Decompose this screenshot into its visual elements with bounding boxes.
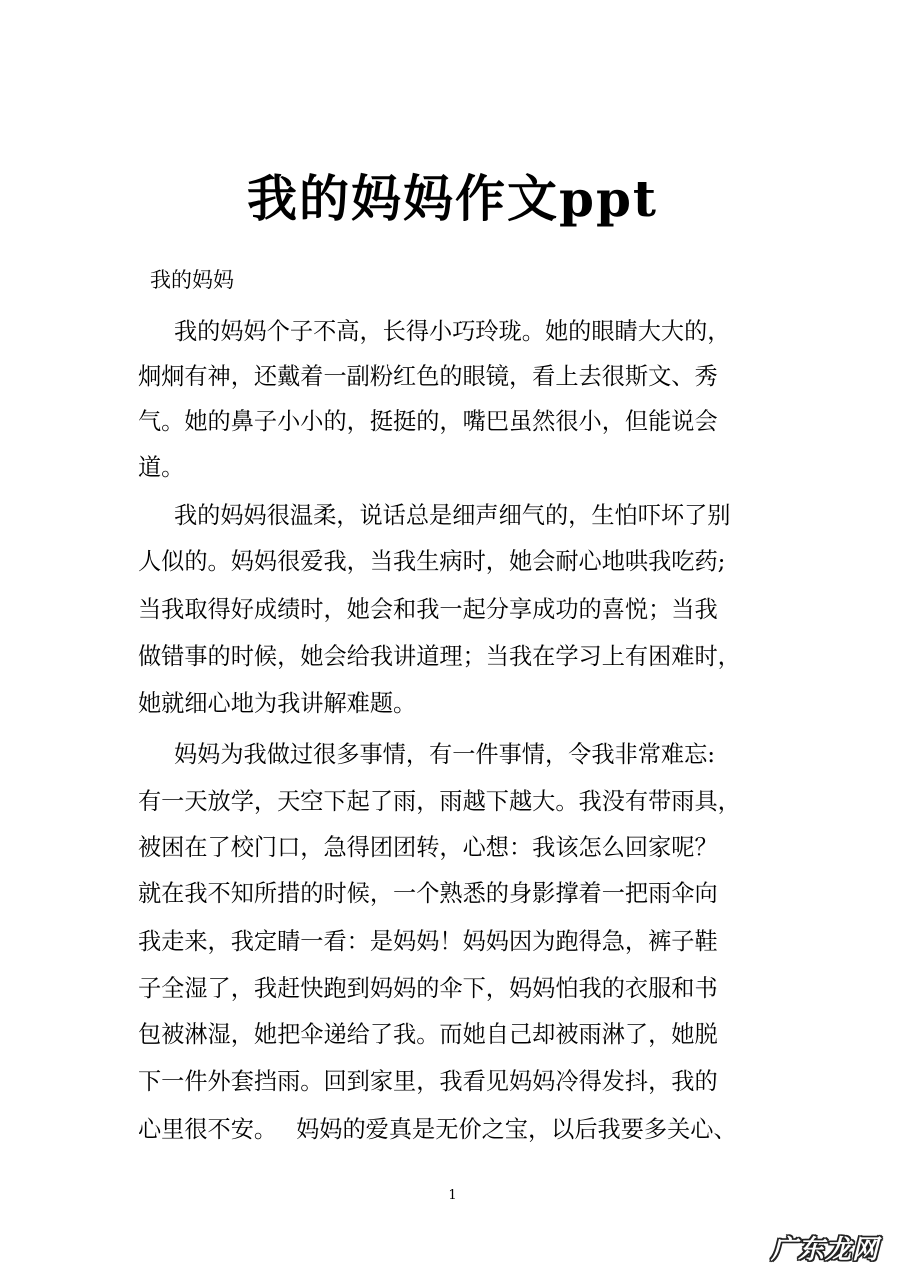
document-title: 我的妈妈作文ppt (246, 169, 659, 228)
paragraph-line: 她就细心地为我讲解难题。 (138, 690, 417, 717)
paragraph-line: 我走来，我定睛一看：是妈妈！妈妈因为跑得急，裤子鞋 (138, 928, 718, 955)
paragraph-line: 气。她的鼻子小小的，挺挺的，嘴巴虽然很小，但能说会 (138, 408, 718, 435)
paragraph-line: 当我取得好成绩时，她会和我一起分享成功的喜悦；当我 (138, 596, 718, 623)
paragraph-line: 做错事的时候，她会给我讲道理；当我在学习上有困难时， (138, 643, 741, 670)
paragraph-line: 我的妈妈很温柔，说话总是细声细气的，生怕吓坏了别 (174, 502, 731, 529)
document-subtitle: 我的妈妈 (150, 268, 234, 292)
paragraph-line: 妈妈为我做过很多事情，有一件事情，令我非常难忘: (174, 741, 716, 768)
paragraph-line: 包被淋湿，她把伞递给了我。而她自己却被雨淋了，她脱 (138, 1021, 718, 1048)
paragraph-line: 道。 (138, 454, 185, 481)
watermark-logo: 广东龙网 (771, 1235, 880, 1265)
paragraph-line: 心里很不安。 妈妈的爱真是无价之宝，以后我要多关心、 (138, 1116, 737, 1143)
paragraph-line: 有一天放学，天空下起了雨，雨越下越大。我没有带雨具， (138, 788, 741, 815)
paragraph-line: 我的妈妈个子不高，长得小巧玲珑。她的眼睛大大的， (174, 318, 731, 345)
paragraph-line: 被困在了校门口，急得团团转，心想：我该怎么回家呢？ (138, 834, 718, 861)
paragraph-line: 炯炯有神，还戴着一副粉红色的眼镜，看上去很斯文、秀 (138, 363, 718, 390)
paragraph-line: 下一件外套挡雨。回到家里，我看见妈妈冷得发抖，我的 (138, 1068, 718, 1095)
paragraph-line: 就在我不知所措的时候，一个熟悉的身影撑着一把雨伞向 (138, 880, 718, 907)
paragraph-line: 子全湿了，我赶快跑到妈妈的伞下，妈妈怕我的衣服和书 (138, 975, 718, 1002)
page-number: 1 (448, 1188, 457, 1203)
paragraph-line: 人似的。妈妈很爱我，当我生病时，她会耐心地哄我吃药; (138, 548, 726, 575)
